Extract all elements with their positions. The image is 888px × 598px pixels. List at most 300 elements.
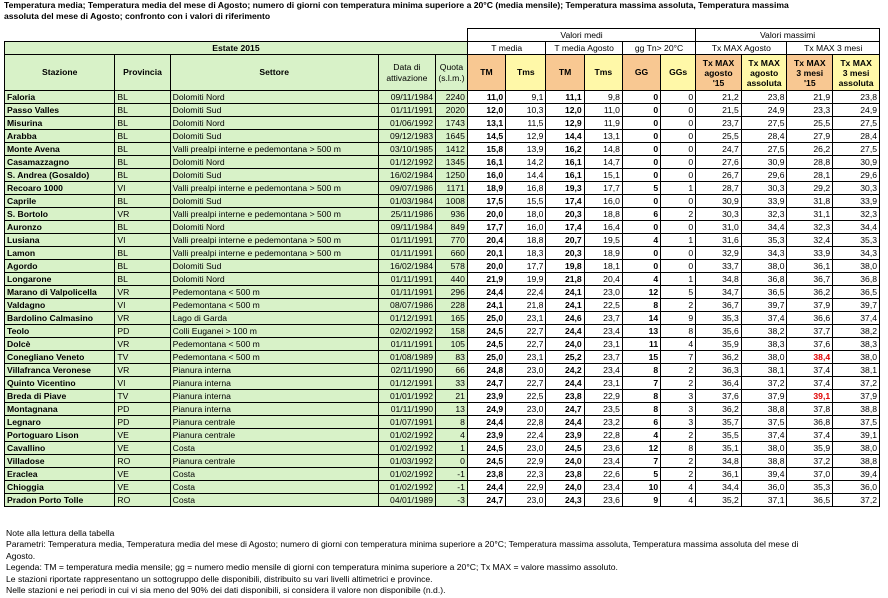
cell-province: VR [115,312,170,325]
cell-tm-agosto: 12,0 [546,104,584,117]
cell-station: S. Andrea (Gosaldo) [5,169,115,182]
table-row [5,208,880,221]
cell-sector: Pianura centrale [170,429,378,442]
cell-altitude: -1 [436,481,468,494]
cell-tms-agosto: 23,4 [584,455,622,468]
cell-txmax-3mesi-ass: 30,3 [833,182,880,195]
cell-province: BL [115,143,170,156]
cell-sector: Dolomiti Sud [170,104,378,117]
cell-txmax-agosto-15: 28,7 [696,182,742,195]
cell-ggs: 0 [661,130,696,143]
cell-tms: 21,8 [506,299,546,312]
cell-txmax-agosto-ass: 38,0 [741,351,787,364]
cell-gg: 0 [622,104,660,117]
cell-gg: 8 [622,299,660,312]
cell-province: BL [115,195,170,208]
cell-gg: 5 [622,468,660,481]
cell-txmax-3mesi-15: 37,4 [787,429,833,442]
cell-txmax-agosto-15: 24,7 [696,143,742,156]
cell-tms: 15,5 [506,195,546,208]
cell-station: Lusiana [5,234,115,247]
cell-station: Conegliano Veneto [5,351,115,364]
cell-txmax-3mesi-ass: 35,3 [833,234,880,247]
cell-txmax-3mesi-ass: 38,0 [833,442,880,455]
cell-sector: Dolomiti Sud [170,130,378,143]
col-txmax-agosto-assoluta: Tx MAX agosto assoluta [741,55,787,91]
cell-txmax-3mesi-15: 37,6 [787,338,833,351]
cell-station: Legnaro [5,416,115,429]
cell-tms: 22,3 [506,468,546,481]
cell-activation-date: 01/11/1991 [378,273,435,286]
table-row [5,455,880,468]
cell-gg: 0 [622,91,660,104]
cell-txmax-agosto-15: 30,3 [696,208,742,221]
cell-tms-agosto: 22,8 [584,429,622,442]
cell-txmax-agosto-ass: 36,8 [741,273,787,286]
cell-sector: Costa [170,468,378,481]
cell-txmax-3mesi-ass: 38,8 [833,455,880,468]
cell-sector: Pianura interna [170,364,378,377]
cell-tms-agosto: 23,5 [584,403,622,416]
cell-activation-date: 01/03/1992 [378,455,435,468]
cell-altitude: 13 [436,403,468,416]
cell-txmax-3mesi-15: 36,6 [787,312,833,325]
cell-sector: Valli prealpi interne e pedemontana > 500 m [170,234,378,247]
cell-tms: 19,9 [506,273,546,286]
cell-txmax-3mesi-15: 38,4 [787,351,833,364]
col-settore: Settore [170,55,378,91]
cell-txmax-agosto-ass: 35,3 [741,234,787,247]
cell-txmax-agosto-ass: 38,1 [741,364,787,377]
cell-tm: 23,9 [467,429,505,442]
cell-tm-agosto: 20,3 [546,208,584,221]
cell-sector: Lago di Garda [170,312,378,325]
cell-tm: 20,0 [467,208,505,221]
cell-province: BL [115,130,170,143]
cell-txmax-3mesi-15: 37,4 [787,364,833,377]
cell-station: Faloria [5,91,115,104]
table-row [5,247,880,260]
cell-txmax-3mesi-15: 32,3 [787,221,833,234]
cell-activation-date: 02/11/1990 [378,364,435,377]
cell-gg: 0 [622,156,660,169]
col-gg: GG [622,55,660,91]
cell-tms-agosto: 22,9 [584,390,622,403]
cell-gg: 0 [622,195,660,208]
cell-gg: 0 [622,117,660,130]
cell-tm: 24,5 [467,325,505,338]
cell-station: Longarone [5,273,115,286]
cell-gg: 7 [622,377,660,390]
cell-activation-date: 03/10/1985 [378,143,435,156]
title-line-1: Temperatura media; Temperatura media del mese di Agosto; numero di giorni con temperatura minima superiore a 20°C (media mensile); Temperatura massima assoluta, Temperatura massima [4,0,789,10]
cell-sector: Valli prealpi interne e pedemontana > 500 m [170,143,378,156]
col-stazione: Stazione [5,55,115,91]
cell-tm-agosto: 17,4 [546,195,584,208]
cell-province: BL [115,247,170,260]
cell-gg: 5 [622,182,660,195]
cell-tm-agosto: 23,8 [546,390,584,403]
col-txmax-3mesi-assoluta: Tx MAX 3 mesi assoluta [833,55,880,91]
cell-tms: 23,0 [506,494,546,507]
cell-sector: Pianura centrale [170,455,378,468]
table-row [5,104,880,117]
cell-ggs: 2 [661,299,696,312]
cell-txmax-agosto-ass: 38,0 [741,260,787,273]
cell-tms: 22,9 [506,481,546,494]
cell-altitude: 849 [436,221,468,234]
cell-tm-agosto: 23,8 [546,468,584,481]
cell-txmax-3mesi-ass: 37,5 [833,416,880,429]
cell-province: PD [115,403,170,416]
table-row [5,117,880,130]
cell-altitude: -3 [436,494,468,507]
cell-txmax-agosto-15: 25,5 [696,130,742,143]
cell-txmax-3mesi-15: 31,8 [787,195,833,208]
cell-sector: Pedemontana < 500 m [170,338,378,351]
cell-ggs: 0 [661,221,696,234]
cell-tms: 23,0 [506,403,546,416]
cell-province: VE [115,429,170,442]
cell-gg: 8 [622,403,660,416]
cell-sector: Costa [170,494,378,507]
cell-station: Breda di Piave [5,390,115,403]
cell-altitude: 1 [436,442,468,455]
cell-tm: 24,5 [467,455,505,468]
cell-province: VR [115,364,170,377]
cell-txmax-3mesi-15: 28,1 [787,169,833,182]
table-row [5,312,880,325]
cell-txmax-agosto-ass: 36,5 [741,286,787,299]
cell-province: BL [115,117,170,130]
cell-tms-agosto: 13,1 [584,130,622,143]
col-data-attivazione: Data di attivazione [378,55,435,91]
cell-province: BL [115,156,170,169]
table-row [5,377,880,390]
cell-tms: 11,5 [506,117,546,130]
cell-txmax-agosto-15: 34,7 [696,286,742,299]
cell-activation-date: 09/11/1984 [378,221,435,234]
cell-txmax-agosto-15: 31,6 [696,234,742,247]
cell-tm-agosto: 24,0 [546,455,584,468]
cell-ggs: 2 [661,429,696,442]
cell-txmax-3mesi-15: 25,5 [787,117,833,130]
cell-txmax-agosto-ass: 37,4 [741,312,787,325]
table-row [5,364,880,377]
cell-txmax-3mesi-ass: 36,5 [833,286,880,299]
cell-txmax-3mesi-ass: 38,2 [833,325,880,338]
cell-tms: 13,9 [506,143,546,156]
cell-gg: 11 [622,338,660,351]
cell-station: Monte Avena [5,143,115,156]
cell-altitude: 83 [436,351,468,364]
cell-tm: 20,4 [467,234,505,247]
cell-station: Portoguaro Lison [5,429,115,442]
cell-txmax-3mesi-ass: 38,8 [833,403,880,416]
cell-txmax-agosto-15: 35,3 [696,312,742,325]
cell-txmax-agosto-15: 36,2 [696,403,742,416]
cell-tms-agosto: 23,4 [584,481,622,494]
cell-province: BL [115,260,170,273]
cell-sector: Pianura interna [170,390,378,403]
cell-altitude: 770 [436,234,468,247]
cell-province: VI [115,299,170,312]
cell-txmax-agosto-ass: 27,5 [741,143,787,156]
cell-ggs: 2 [661,468,696,481]
cell-txmax-agosto-ass: 29,6 [741,169,787,182]
cell-activation-date: 16/02/1984 [378,260,435,273]
cell-txmax-agosto-15: 21,5 [696,104,742,117]
col-ggs: GGs [661,55,696,91]
cell-txmax-agosto-15: 30,9 [696,195,742,208]
cell-station: Auronzo [5,221,115,234]
cell-tm: 24,7 [467,494,505,507]
table-row [5,403,880,416]
cell-sector: Dolomiti Nord [170,91,378,104]
cell-tms: 22,8 [506,416,546,429]
cell-altitude: 0 [436,455,468,468]
cell-sector: Valli prealpi interne e pedemontana > 500 m [170,208,378,221]
cell-tm: 24,9 [467,403,505,416]
table-row [5,91,880,104]
cell-tms: 23,0 [506,442,546,455]
header-gg-tn: gg Tn> 20°C [622,42,695,55]
cell-txmax-agosto-15: 34,8 [696,273,742,286]
cell-txmax-3mesi-15: 37,9 [787,299,833,312]
table-row [5,182,880,195]
cell-txmax-agosto-ass: 34,4 [741,221,787,234]
cell-txmax-agosto-15: 36,7 [696,299,742,312]
cell-station: S. Bortolo [5,208,115,221]
cell-tm: 21,9 [467,273,505,286]
cell-txmax-3mesi-ass: 33,9 [833,195,880,208]
cell-txmax-3mesi-ass: 27,5 [833,143,880,156]
col-txmax-agosto-15: Tx MAX agosto '15 [696,55,742,91]
cell-txmax-3mesi-15: 37,2 [787,455,833,468]
header-t-media: T media [467,42,546,55]
cell-station: Lamon [5,247,115,260]
cell-province: VR [115,338,170,351]
cell-altitude: 105 [436,338,468,351]
cell-tms: 10,3 [506,104,546,117]
cell-tms-agosto: 23,0 [584,286,622,299]
cell-tm: 25,0 [467,312,505,325]
cell-txmax-agosto-15: 36,2 [696,351,742,364]
cell-gg: 12 [622,442,660,455]
cell-ggs: 2 [661,208,696,221]
cell-altitude: 1250 [436,169,468,182]
cell-txmax-3mesi-ass: 38,1 [833,364,880,377]
cell-gg: 0 [622,247,660,260]
cell-tm: 14,5 [467,130,505,143]
col-provincia: Provincia [115,55,170,91]
cell-sector: Pedemontana < 500 m [170,351,378,364]
cell-txmax-agosto-15: 21,2 [696,91,742,104]
cell-txmax-agosto-15: 34,8 [696,455,742,468]
cell-sector: Valli prealpi interne e pedemontana > 500 m [170,247,378,260]
cell-altitude: -1 [436,468,468,481]
table-row [5,130,880,143]
table-row [5,416,880,429]
cell-tms-agosto: 23,1 [584,338,622,351]
cell-txmax-3mesi-15: 31,1 [787,208,833,221]
col-tms: Tms [506,55,546,91]
cell-txmax-3mesi-ass: 36,0 [833,481,880,494]
cell-altitude: 1345 [436,156,468,169]
cell-tms-agosto: 20,4 [584,273,622,286]
cell-tm-agosto: 11,1 [546,91,584,104]
cell-activation-date: 01/02/1992 [378,442,435,455]
cell-tm-agosto: 24,3 [546,494,584,507]
cell-txmax-3mesi-15: 35,9 [787,442,833,455]
cell-txmax-agosto-15: 32,9 [696,247,742,260]
table-row [5,338,880,351]
table-row [5,273,880,286]
cell-tms-agosto: 18,1 [584,260,622,273]
cell-province: BL [115,221,170,234]
cell-tms-agosto: 18,8 [584,208,622,221]
cell-altitude: 936 [436,208,468,221]
notes-parametri: Parametri: Temperatura media, Temperatura media del mese di Agosto; numero di giorni con temperatura minima superiore a 20°C; Temperatura massima assoluta, Temperatura massima assoluta del mese di [6,539,799,550]
cell-sector: Dolomiti Nord [170,156,378,169]
cell-txmax-agosto-ass: 38,2 [741,325,787,338]
table-row [5,468,880,481]
cell-ggs: 0 [661,260,696,273]
cell-ggs: 2 [661,377,696,390]
cell-gg: 8 [622,390,660,403]
cell-gg: 10 [622,481,660,494]
cell-tms-agosto: 23,2 [584,416,622,429]
cell-tm-agosto: 14,4 [546,130,584,143]
cell-txmax-agosto-15: 35,7 [696,416,742,429]
cell-activation-date: 01/11/1990 [378,403,435,416]
cell-station: Agordo [5,260,115,273]
table-row [5,195,880,208]
table-row [5,429,880,442]
cell-tm-agosto: 24,4 [546,416,584,429]
col-txmax-3mesi-15: Tx MAX 3 mesi '15 [787,55,833,91]
cell-altitude: 1008 [436,195,468,208]
cell-activation-date: 01/01/1992 [378,390,435,403]
cell-txmax-3mesi-15: 33,9 [787,247,833,260]
cell-tm: 17,7 [467,221,505,234]
cell-sector: Pianura interna [170,403,378,416]
cell-ggs: 4 [661,481,696,494]
cell-tm: 13,1 [467,117,505,130]
cell-txmax-3mesi-ass: 29,6 [833,169,880,182]
cell-txmax-3mesi-15: 28,8 [787,156,833,169]
cell-station: Pradon Porto Tolle [5,494,115,507]
cell-sector: Dolomiti Nord [170,273,378,286]
cell-txmax-agosto-15: 37,6 [696,390,742,403]
cell-txmax-agosto-15: 36,4 [696,377,742,390]
cell-tm-agosto: 24,0 [546,338,584,351]
cell-txmax-3mesi-ass: 30,9 [833,156,880,169]
header-tx-max-3mesi: Tx MAX 3 mesi [787,42,880,55]
cell-tms-agosto: 11,9 [584,117,622,130]
cell-tms-agosto: 16,0 [584,195,622,208]
cell-tm-agosto: 23,9 [546,429,584,442]
cell-gg: 6 [622,208,660,221]
cell-tm: 24,4 [467,416,505,429]
cell-txmax-agosto-15: 35,5 [696,429,742,442]
cell-tms-agosto: 22,6 [584,468,622,481]
cell-txmax-3mesi-15: 26,2 [787,143,833,156]
cell-tm-agosto: 20,3 [546,247,584,260]
col-tm: TM [467,55,505,91]
table-row [5,351,880,364]
cell-altitude: 4 [436,429,468,442]
cell-gg: 4 [622,273,660,286]
cell-txmax-agosto-ass: 37,2 [741,377,787,390]
cell-txmax-agosto-15: 35,6 [696,325,742,338]
cell-sector: Colli Euganei > 100 m [170,325,378,338]
cell-altitude: 578 [436,260,468,273]
cell-tm-agosto: 24,2 [546,364,584,377]
cell-tms: 14,4 [506,169,546,182]
cell-tm: 16,1 [467,156,505,169]
cell-altitude: 1743 [436,117,468,130]
cell-sector: Dolomiti Sud [170,260,378,273]
cell-tm-agosto: 21,8 [546,273,584,286]
cell-txmax-3mesi-ass: 37,9 [833,390,880,403]
cell-altitude: 33 [436,377,468,390]
cell-altitude: 158 [436,325,468,338]
cell-province: BL [115,91,170,104]
cell-sector: Dolomiti Sud [170,169,378,182]
cell-gg: 0 [622,169,660,182]
cell-activation-date: 01/11/1991 [378,104,435,117]
cell-txmax-agosto-ass: 38,8 [741,403,787,416]
cell-tms-agosto: 23,6 [584,442,622,455]
cell-txmax-3mesi-15: 37,8 [787,403,833,416]
cell-province: TV [115,390,170,403]
notes-stazioni: Le stazioni riportate rappresentano un sottogruppo delle disponibili, distribuito su vari livelli altimetrici e province. [6,573,433,584]
cell-gg: 0 [622,260,660,273]
cell-ggs: 5 [661,286,696,299]
cell-province: BL [115,104,170,117]
cell-txmax-agosto-ass: 38,0 [741,442,787,455]
cell-activation-date: 09/07/1986 [378,182,435,195]
cell-ggs: 0 [661,104,696,117]
header-valori-massimi: Valori massimi [696,29,880,42]
cell-station: Quinto Vicentino [5,377,115,390]
cell-gg: 6 [622,416,660,429]
cell-tm: 17,5 [467,195,505,208]
cell-tms: 23,1 [506,351,546,364]
cell-txmax-3mesi-ass: 38,0 [833,351,880,364]
cell-station: Bardolino Calmasino [5,312,115,325]
header-t-media-agosto: T media Agosto [546,42,622,55]
cell-province: VE [115,468,170,481]
table-row [5,442,880,455]
cell-txmax-3mesi-ass: 28,4 [833,130,880,143]
cell-altitude: 8 [436,416,468,429]
cell-altitude: 440 [436,273,468,286]
cell-gg: 13 [622,325,660,338]
table-row [5,390,880,403]
cell-tms: 16,8 [506,182,546,195]
cell-tm-agosto: 24,5 [546,442,584,455]
notes-nd: Nelle stazioni e nei periodi in cui vi sia meno del 90% dei dati disponibili, si considera il valore non disponibile (n.d.). [6,585,446,596]
cell-txmax-agosto-15: 36,1 [696,468,742,481]
cell-txmax-3mesi-15: 36,2 [787,286,833,299]
cell-activation-date: 25/11/1986 [378,208,435,221]
cell-tm-agosto: 12,9 [546,117,584,130]
header-valori-medi: Valori medi [467,29,695,42]
cell-txmax-3mesi-15: 36,1 [787,260,833,273]
cell-province: VR [115,208,170,221]
